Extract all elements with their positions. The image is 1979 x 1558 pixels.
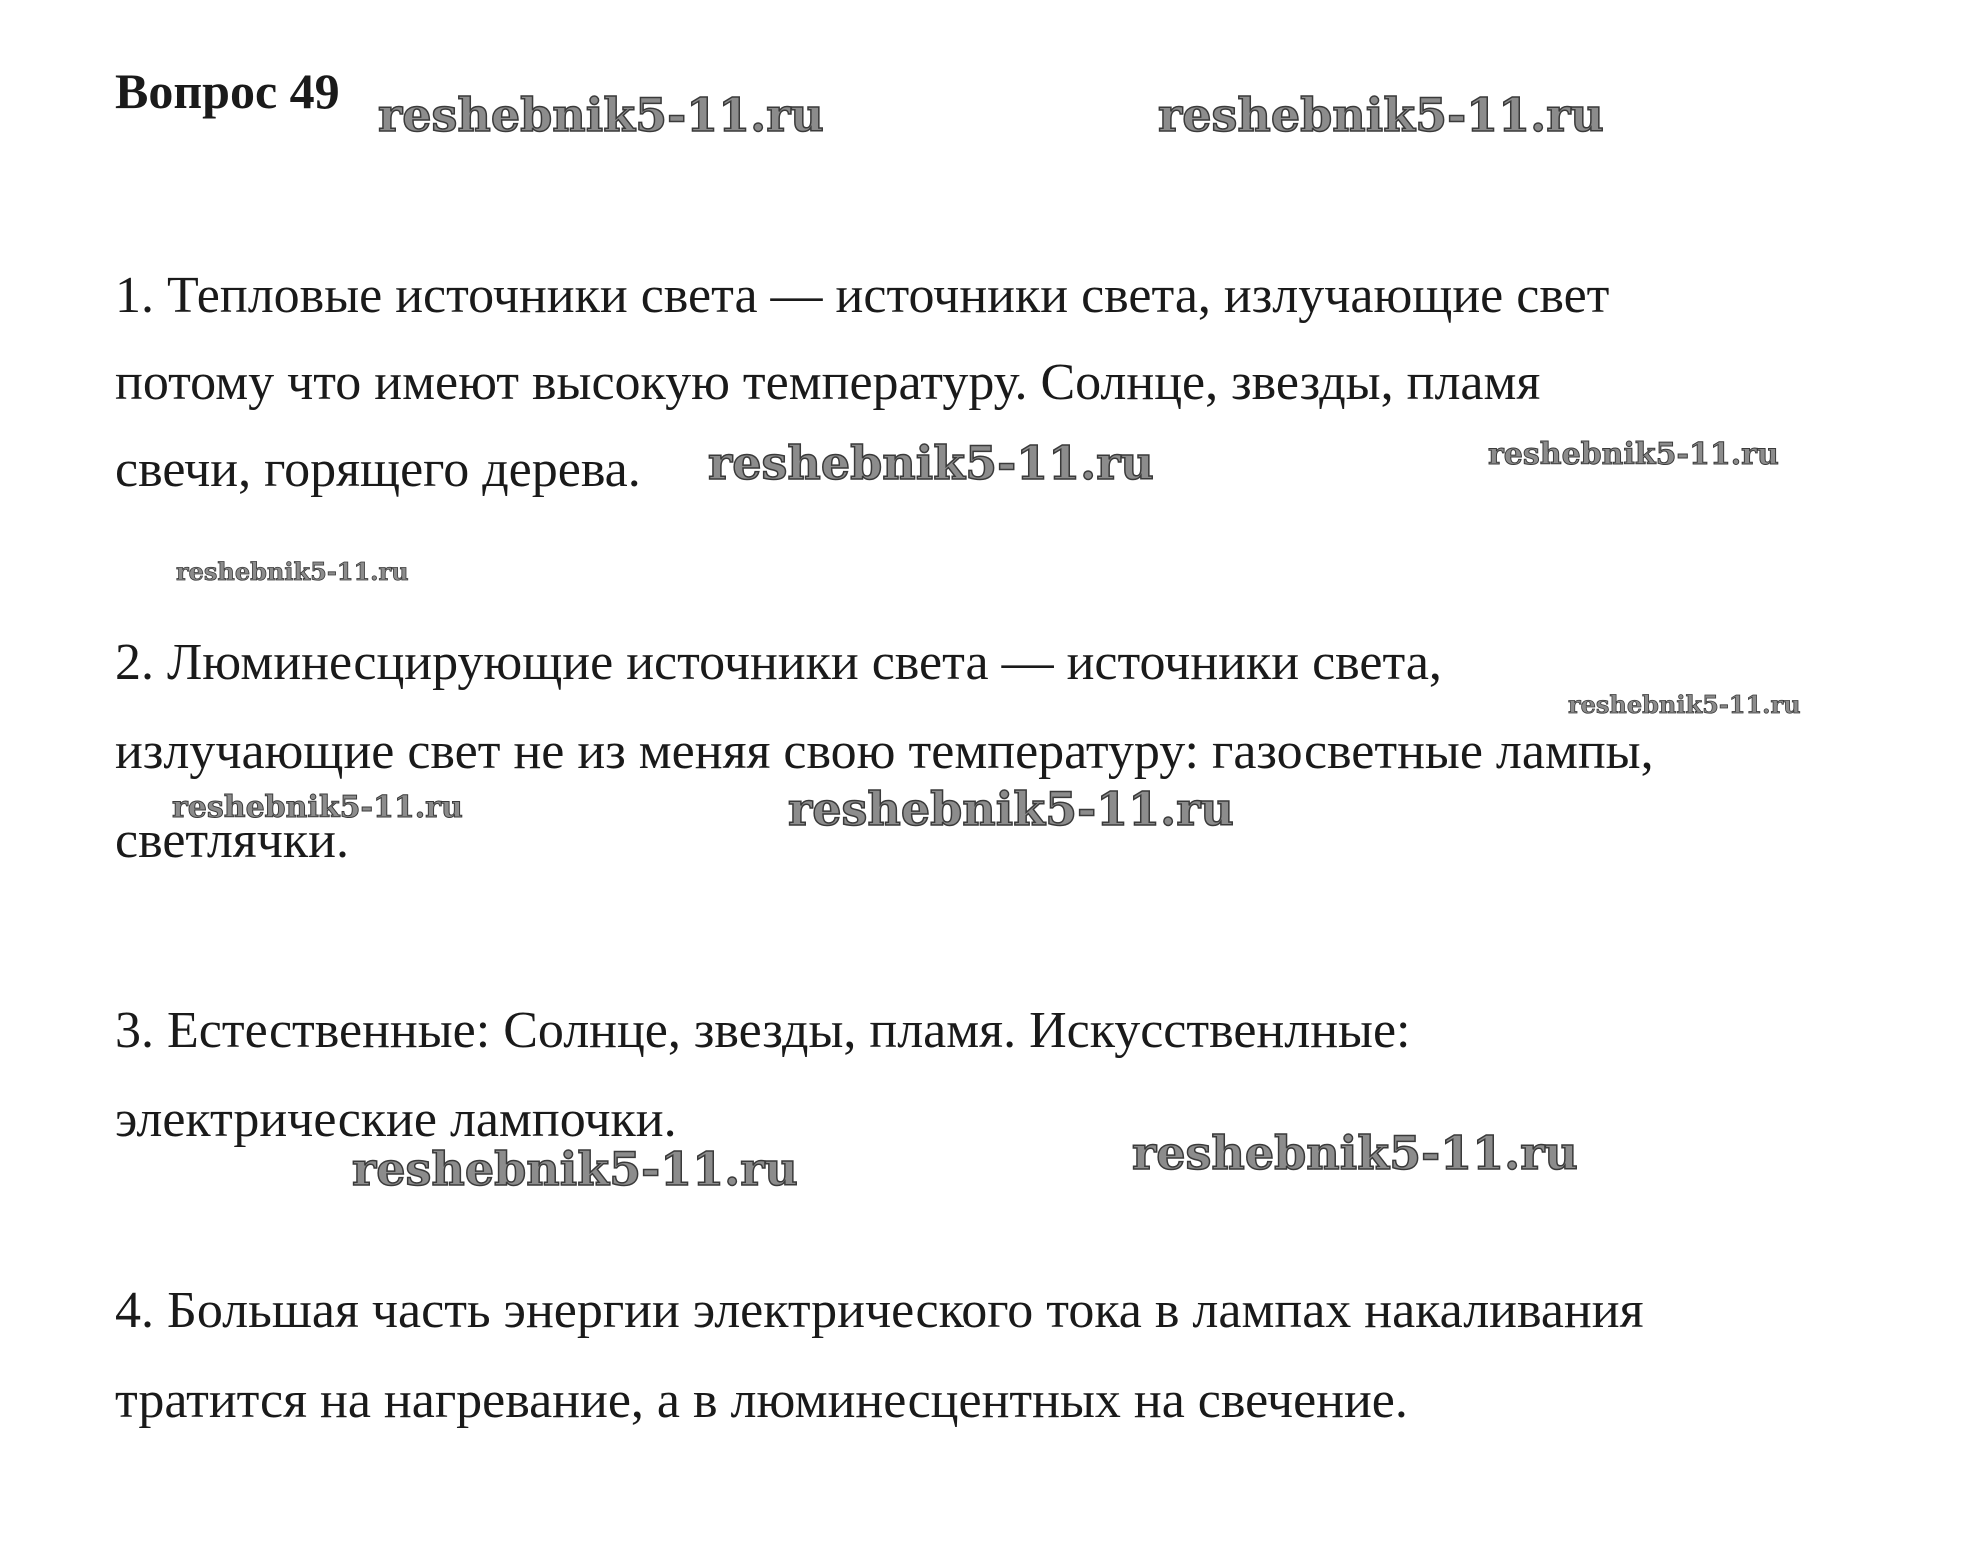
answer-2-line-3: светлячки. bbox=[115, 812, 349, 869]
watermark: reshebnik5-11.ru bbox=[788, 782, 1234, 836]
watermark: reshebnik5-11.ru bbox=[378, 88, 824, 142]
watermark: reshebnik5-11.ru bbox=[1488, 437, 1779, 472]
watermark: reshebnik5-11.ru bbox=[708, 436, 1154, 490]
answer-4-line-2: тратится на нагревание, а в люминесцентных на свечение. bbox=[115, 1372, 1408, 1429]
watermark: reshebnik5-11.ru bbox=[1568, 690, 1801, 719]
answer-2-line-2: излучающие свет не из меняя свою температуру: газосветные лампы, bbox=[115, 723, 1654, 780]
answer-1-line-3: свечи, горящего дерева. bbox=[115, 441, 641, 498]
watermark: reshebnik5-11.ru bbox=[352, 1142, 798, 1196]
question-title: Вопрос 49 bbox=[115, 63, 340, 119]
answer-1-line-1: 1. Тепловые источники света — источники света, излучающие свет bbox=[115, 267, 1610, 324]
watermark: reshebnik5-11.ru bbox=[1158, 88, 1604, 142]
answer-1-line-2: потому что имеют высокую температуру. Солнце, звезды, пламя bbox=[115, 354, 1541, 411]
answer-4-line-1: 4. Большая часть энергии электрического тока в лампах накаливания bbox=[115, 1282, 1644, 1339]
watermark: reshebnik5-11.ru bbox=[172, 790, 463, 825]
answer-2-line-1: 2. Люминесцирующие источники света — источники света, bbox=[115, 634, 1442, 691]
answer-3-line-2: электрические лампочки. bbox=[115, 1091, 677, 1148]
watermark: reshebnik5-11.ru bbox=[176, 557, 409, 586]
answer-3-line-1: 3. Естественные: Солнце, звезды, пламя. Искусственлные: bbox=[115, 1002, 1411, 1059]
watermark: reshebnik5-11.ru bbox=[1132, 1126, 1578, 1180]
